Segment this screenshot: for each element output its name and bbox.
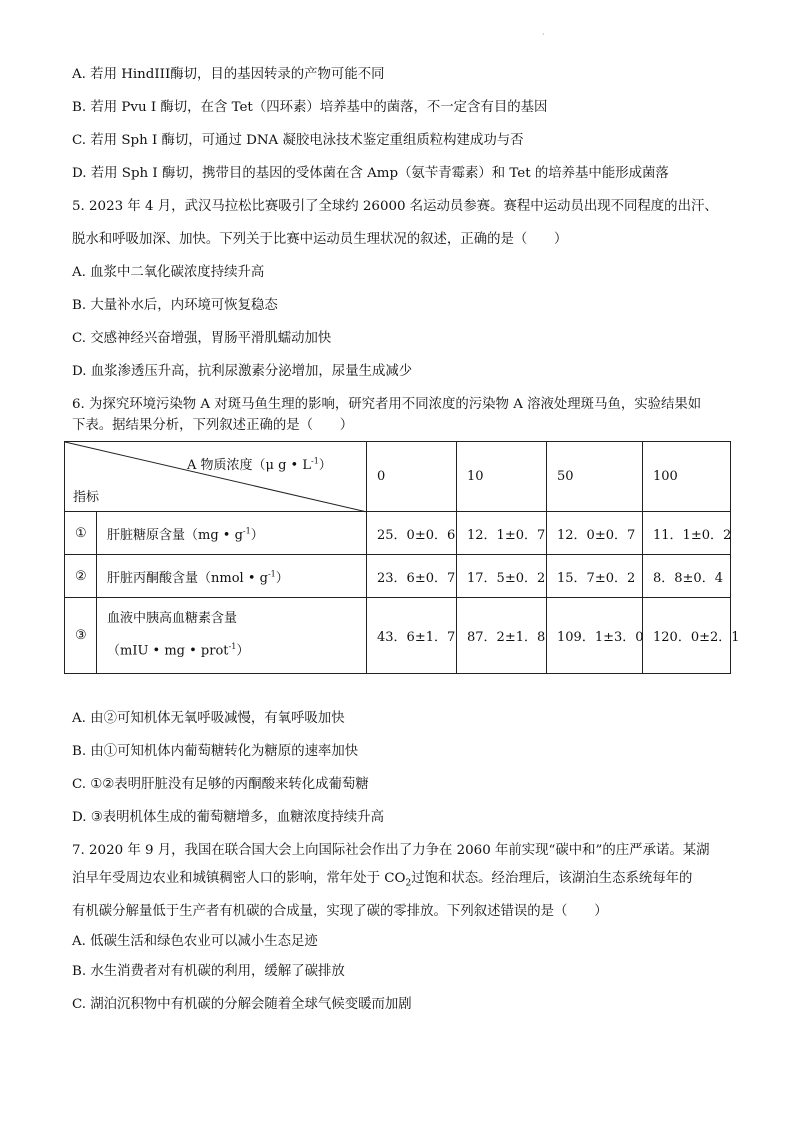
header-conc-100: 100: [643, 442, 731, 512]
row-value: 12．1±0．7: [457, 512, 547, 555]
q6-option-c: C. ①②表明肝脏没有足够的丙酮酸来转化成葡萄糖: [72, 777, 369, 792]
row-index: ①: [65, 512, 97, 555]
q5-stem-line1: 5. 2023 年 4 月，武汉马拉松比赛吸引了全球约 26000 名运动员参赛。赛程中运动员出现不同程度的出汗、: [72, 199, 718, 214]
row-label: 肝脏丙酮酸含量（nmol • $g^{-1}$）: [97, 555, 367, 598]
header-mark: ·: [542, 30, 545, 39]
row-label: 血液中胰高血糖素含量 （mIU • mg • prot$^{-1}$）: [97, 598, 367, 674]
header-concentration-label: A 物质浓度（μ g • $L^{-1}$）: [187, 456, 332, 473]
row-value: 87．2±1．8: [457, 598, 547, 674]
q7-stem-line3: 有机碳分解量低于生产者有机碳的合成量，实现了碳的零排放。下列叙述错误的是（ ）: [72, 904, 608, 919]
q4-option-b: B. 若用 Pvu I 酶切，在含 Tet（四环素）培养基中的菌落，不一定含有目的基因: [72, 100, 548, 115]
row-value: 8．8±0．4: [643, 555, 731, 598]
q7-option-b: B. 水生消费者对有机碳的利用，缓解了碳排放: [72, 964, 345, 979]
header-conc-0: 0: [367, 442, 457, 512]
q7-option-a: A. 低碳生活和绿色农业可以减小生态足迹: [72, 934, 318, 949]
row-index: ③: [65, 598, 97, 674]
q6-stem-line2: 下表。据结果分析，下列叙述正确的是（ ）: [72, 418, 354, 433]
q6-option-b: B. 由①可知机体内葡萄糖转化为糖原的速率加快: [72, 744, 359, 759]
diagonal-header-cell: [65, 442, 367, 512]
row-value: 43．6±1．7: [367, 598, 457, 674]
row-value: 11．1±0．2: [643, 512, 731, 555]
header-conc-50: 50: [547, 442, 643, 512]
q7-stem-line1: 7. 2020 年 9 月，我国在联合国大会上向国际社会作出了力争在 2060 年前实现“碳中和”的庄严承诺。某湖: [72, 843, 710, 858]
q6-option-a: A. 由②可知机体无氧呼吸减慢，有氧呼吸加快: [72, 711, 345, 726]
row-value: 120．0±2．1: [643, 598, 731, 674]
row-value: 12．0±0．7: [547, 512, 643, 555]
row-value: 25．0±0．6: [367, 512, 457, 555]
q4-option-a: A. 若用 HindIII酶切，目的基因转录的产物可能不同: [72, 67, 385, 82]
q5-option-a: A. 血浆中二氧化碳浓度持续升高: [72, 265, 265, 280]
header-indicator-label: 指标: [73, 490, 100, 505]
q5-option-d: D. 血浆渗透压升高，抗利尿激素分泌增加，尿量生成减少: [72, 364, 413, 379]
row-label: 肝脏糖原含量（mg • $g^{-1}$）: [97, 512, 367, 555]
row-index: ②: [65, 555, 97, 598]
q4-option-d: D. 若用 Sph I 酶切，携带目的基因的受体菌在含 Amp（氨苄青霉素）和 Tet 的培养基中能形成菌落: [72, 166, 669, 181]
diagonal-line: [65, 442, 367, 512]
table-row: [65, 598, 731, 674]
q6-option-d: D. ③表明机体生成的葡萄糖增多，血糖浓度持续升高: [72, 810, 384, 825]
row-value: 17．5±0．2: [457, 555, 547, 598]
q4-option-c: C. 若用 Sph I 酶切，可通过 DNA 凝胶电泳技术鉴定重组质粒构建成功与否: [72, 133, 524, 148]
q5-stem-line2: 脱水和呼吸加深、加快。下列关于比赛中运动员生理状况的叙述，正确的是（ ）: [72, 232, 568, 247]
row-value: 15．7±0．2: [547, 555, 643, 598]
header-conc-10: 10: [457, 442, 547, 512]
q5-option-b: B. 大量补水后，内环境可恢复稳态: [72, 298, 278, 313]
q5-option-c: C. 交感神经兴奋增强，胃肠平滑肌蠕动加快: [72, 331, 332, 346]
row-value: 109．1±3．0: [547, 598, 643, 674]
table-row: [65, 512, 731, 555]
q6-stem-line1: 6. 为探究环境污染物 A 对斑马鱼生理的影响，研究者用不同浓度的污染物 A 溶液处理斑马鱼，实验结果如: [72, 397, 702, 412]
q7-stem-line2: 泊早年受周边农业和城镇稠密人口的影响，常年处于 $CO_2$过饱和状态。经治理后，该湖泊生态系统每年的: [72, 871, 693, 889]
results-table: [64, 441, 740, 674]
table-row: [65, 555, 731, 598]
table-header-row: [65, 442, 731, 512]
q7-option-c: C. 湖泊沉积物中有机碳的分解会随着全球气候变暖而加剧: [72, 997, 412, 1012]
row-value: 23．6±0．7: [367, 555, 457, 598]
